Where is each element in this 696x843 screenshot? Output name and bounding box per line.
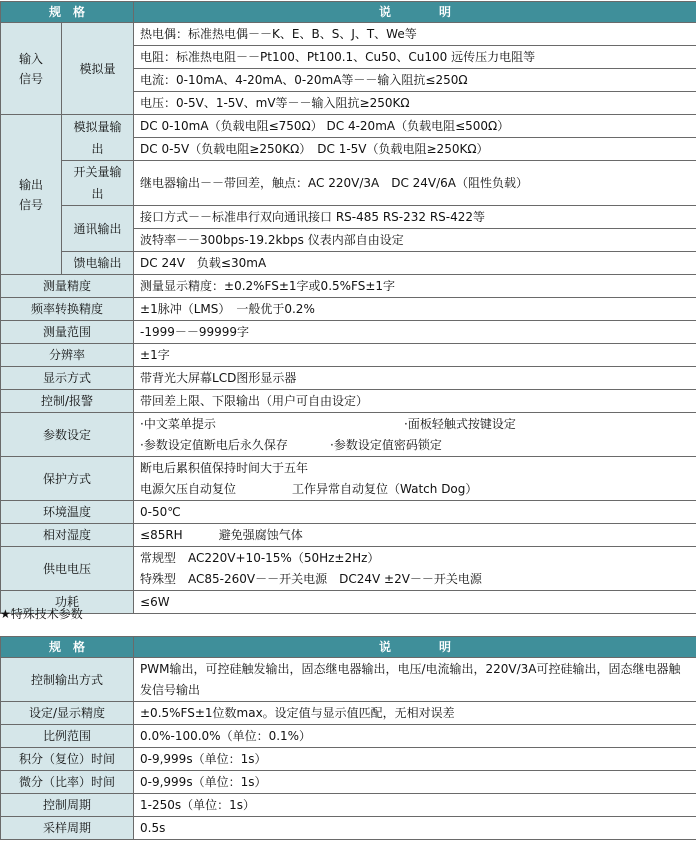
specification-table: [0, 1, 696, 614]
set-display-accuracy-label: 设定/显示精度: [1, 702, 134, 725]
protection-label: 保护方式: [1, 457, 134, 501]
table-row: [1, 725, 696, 748]
ambient-temperature-label: 环境温度: [1, 501, 134, 524]
table-row: [1, 413, 696, 457]
param-item-touch-keys: ·面板轻触式按键设定: [404, 416, 516, 431]
control-period-value: 1-250s（单位：1s）: [134, 794, 696, 817]
current-spec: 电流：0-10mA、4-20mA、0-20mA等－－输入阻抗≤250Ω: [134, 69, 696, 92]
table-row: [1, 298, 696, 321]
ambient-temperature-value: 0-50℃: [134, 501, 696, 524]
control-alarm-value: 带回差上限、下限输出（用户可自由设定）: [134, 390, 696, 413]
control-output-mode-value: PWM输出，可控硅触发输出，固态继电器输出，电压/电流输出，220V/3A可控硅输出，固态继电器触发信号输出: [134, 658, 696, 702]
analog-input-label: 模拟量: [62, 23, 134, 115]
param-item-password-lock: ·参数设定值密码锁定: [330, 437, 442, 452]
parameter-setting-label: 参数设定: [1, 413, 134, 457]
supply-voltage-value: [134, 547, 696, 591]
output-signal-label: [1, 115, 62, 275]
table-row: [1, 591, 696, 614]
sampling-period-value: 0.5s: [134, 817, 696, 840]
table-row: [1, 161, 696, 206]
measurement-accuracy-value: 测量显示精度：±0.2%FS±1字或0.5%FS±1字: [134, 275, 696, 298]
proportional-range-label: 比例范围: [1, 725, 134, 748]
table-row: [1, 252, 696, 275]
power-consumption-value: ≤6W: [134, 591, 696, 614]
special-parameters-heading: ★特殊技术参数: [0, 607, 83, 621]
resolution-value: ±1字: [134, 344, 696, 367]
analog-output-line-1: DC 0-10mA（负载电阻≤750Ω） DC 4-20mA（负载电阻≤500Ω）: [134, 115, 696, 138]
voltage-spec: 电压：0-5V、1-5V、mV等－－输入阻抗≥250KΩ: [134, 92, 696, 115]
table-row: [1, 771, 696, 794]
frequency-accuracy-label: 频率转换精度: [1, 298, 134, 321]
output-signal-text: 输出 信号: [18, 177, 43, 212]
measurement-range-label: 测量范围: [1, 321, 134, 344]
table-row: [1, 547, 696, 591]
control-parameters-table: [0, 636, 696, 840]
switch-output-label: 开关量输出: [62, 161, 134, 206]
table-row: [1, 367, 696, 390]
control-output-mode-label: 控制输出方式: [1, 658, 134, 702]
header-description: 说 明: [134, 2, 696, 23]
feed-output-value: DC 24V 负载≤30mA: [134, 252, 696, 275]
comm-output-label: 通讯输出: [62, 206, 134, 252]
derivative-time-label: 微分（比率）时间: [1, 771, 134, 794]
input-signal-label: [1, 23, 62, 115]
table-row: [1, 748, 696, 771]
table-row: [1, 115, 696, 138]
thermocouple-spec: 热电偶：标准热电偶－－K、E、B、S、J、T、We等: [134, 23, 696, 46]
resolution-label: 分辨率: [1, 344, 134, 367]
integral-time-value: 0-9,999s（单位：1s）: [134, 748, 696, 771]
control-alarm-label: 控制/报警: [1, 390, 134, 413]
analog-output-line-2: DC 0-5V（负载电阻≥250KΩ） DC 1-5V（负载电阻≥250KΩ）: [134, 138, 696, 161]
feed-output-label: 馈电输出: [62, 252, 134, 275]
control-period-label: 控制周期: [1, 794, 134, 817]
rtd-spec: 电阻：标准热电阻－－Pt100、Pt100.1、Cu50、Cu100 远传压力电阻等: [134, 46, 696, 69]
supply-voltage-label: 供电电压: [1, 547, 134, 591]
sampling-period-label: 采样周期: [1, 817, 134, 840]
table-row: [1, 344, 696, 367]
set-display-accuracy-value: ±0.5%FS±1位数max。设定值与显示值匹配，无相对误差: [134, 702, 696, 725]
measurement-range-value: -1999－－99999字: [134, 321, 696, 344]
proportional-range-value: 0.0%-100.0%（单位：0.1%）: [134, 725, 696, 748]
frequency-accuracy-value: ±1脉冲（LMS） 一般优于0.2%: [134, 298, 696, 321]
protection-line-1: 断电后累积值保持时间大于五年: [140, 460, 309, 475]
supply-voltage-special: 特殊型 AC85-260V－－开关电源 DC24V ±2V－－开关电源: [140, 571, 482, 586]
switch-output-value: 继电器输出－－带回差，触点：AC 220V/3A DC 24V/6A（阻性负载）: [134, 161, 696, 206]
table-row: [1, 702, 696, 725]
header-description: 说 明: [134, 637, 696, 658]
table-row: [1, 275, 696, 298]
measurement-accuracy-label: 测量精度: [1, 275, 134, 298]
humidity-label: 相对湿度: [1, 524, 134, 547]
table-row: [1, 501, 696, 524]
integral-time-label: 积分（复位）时间: [1, 748, 134, 771]
comm-baud-line: 波特率－－300bps-19.2kbps 仪表内部自由设定: [134, 229, 696, 252]
protection-undervoltage-reset: 电源欠压自动复位: [140, 481, 237, 496]
display-mode-label: 显示方式: [1, 367, 134, 390]
table-row: [1, 23, 696, 46]
table-row: [1, 794, 696, 817]
param-item-chinese-menu: ·中文菜单提示: [140, 416, 216, 431]
param-item-permanent-save: ·参数设定值断电后永久保存: [140, 437, 288, 452]
power-consumption-label: 功耗: [1, 591, 134, 614]
protection-value: [134, 457, 696, 501]
humidity-value: ≤85RH 避免强腐蚀气体: [134, 524, 696, 547]
table-row: [1, 390, 696, 413]
header-spec: 规 格: [1, 637, 134, 658]
table-row: [1, 658, 696, 702]
table-row: [1, 817, 696, 840]
input-signal-text: 输入 信号: [18, 51, 43, 86]
table-row: [1, 457, 696, 501]
table-row: [1, 321, 696, 344]
parameter-setting-value: [134, 413, 696, 457]
display-mode-value: 带背光大屏幕LCD图形显示器: [134, 367, 696, 390]
analog-output-label: 模拟量输出: [62, 115, 134, 161]
table-row: [1, 524, 696, 547]
supply-voltage-standard: 常规型 AC220V+10-15%（50Hz±2Hz）: [140, 550, 380, 565]
table-header-row: [1, 2, 696, 23]
table-row: [1, 206, 696, 229]
protection-watchdog-reset: 工作异常自动复位（Watch Dog）: [292, 481, 478, 496]
table-header-row: [1, 637, 696, 658]
comm-interface-line: 接口方式－－标准串行双向通讯接口 RS-485 RS-232 RS-422等: [134, 206, 696, 229]
header-spec: 规 格: [1, 2, 134, 23]
derivative-time-value: 0-9,999s（单位：1s）: [134, 771, 696, 794]
